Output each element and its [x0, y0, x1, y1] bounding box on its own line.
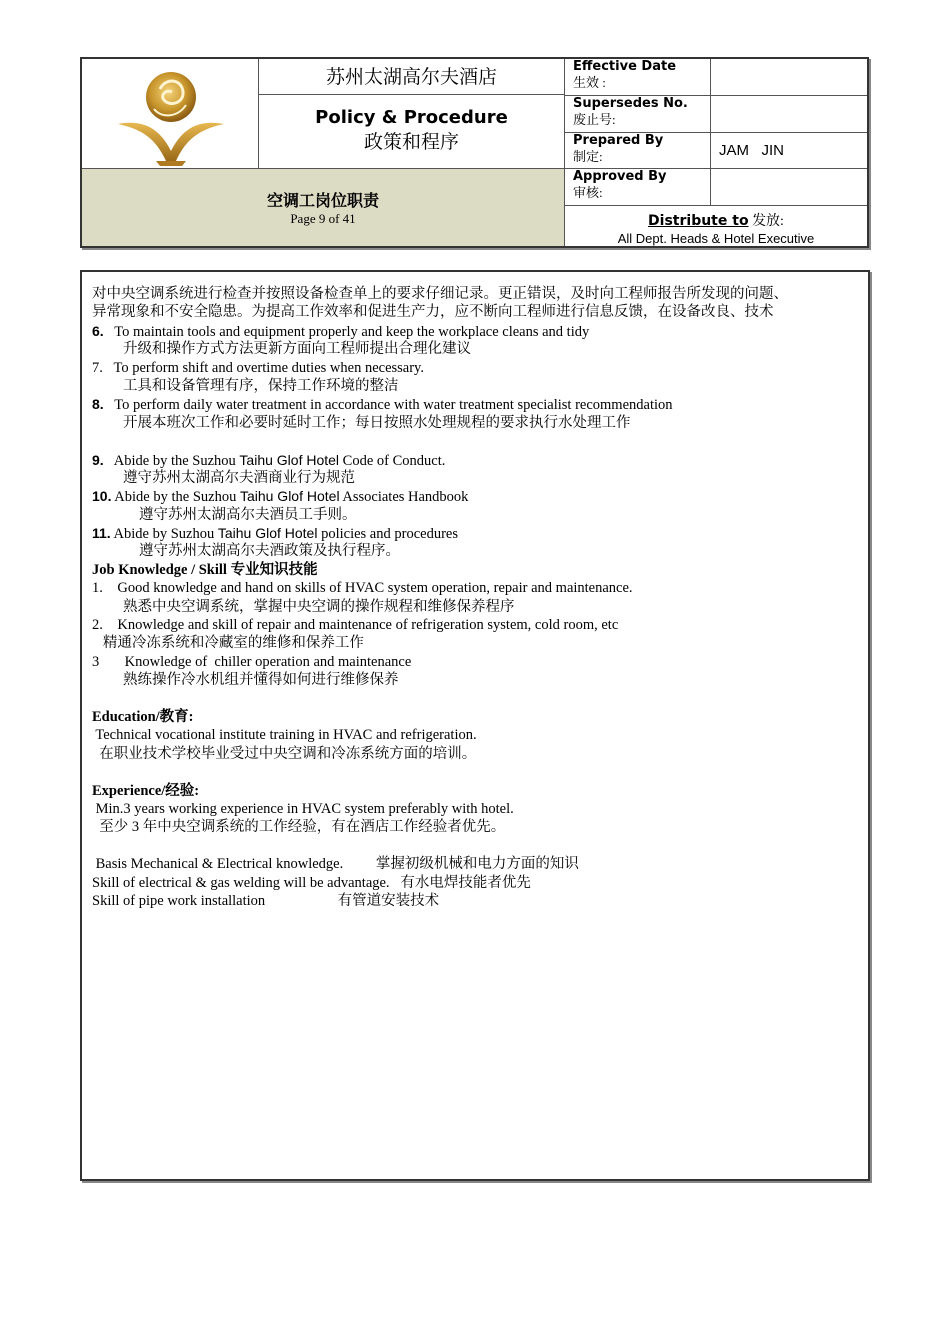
- education-heading: Education/教育:: [92, 708, 194, 725]
- skill-line-2: Skill of electrical & gas welding will be advantage. 有水电焊技能者优先: [92, 874, 531, 891]
- job-knowledge-3: 3 Knowledge of chiller operation and maintenance: [92, 653, 412, 670]
- distribution: [565, 206, 867, 246]
- duty-item-10-cn: 遵守苏州太湖高尔夫酒员工手则。: [139, 506, 357, 523]
- document-header: [80, 57, 869, 248]
- document-title: 空调工岗位职责: [266, 191, 379, 210]
- experience-heading: Experience/经验:: [92, 782, 200, 799]
- duty-item-8: 8. To perform daily water treatment in accordance with water treatment specialist recommendation: [92, 396, 673, 414]
- approved-by-label: Approved By 审核:: [565, 169, 711, 206]
- job-knowledge-3-cn: 熟练操作冷水机组并懂得如何进行维修保养: [123, 672, 399, 689]
- page-number: Page 9 of 41: [290, 211, 356, 226]
- duty-item-10: 10. Abide by the Suzhou Taihu Glof Hotel Associates Handbook: [92, 488, 469, 506]
- experience-cn: 至少 3 年中央空调系统的工作经验，有在酒店工作经验者优先。: [92, 819, 506, 836]
- distribute-value: All Dept. Heads & Hotel Executive: [617, 231, 815, 246]
- policy-title: [259, 95, 565, 169]
- education-en: Technical vocational institute training in HVAC and refrigeration.: [92, 727, 477, 744]
- policy-title-cn: 政策和程序: [363, 131, 459, 153]
- duty-item-6-cn: 升级和操作方式方法更新方面向工程师提出合理化建议: [123, 341, 471, 358]
- duty-item-6: 6. To maintain tools and equipment properly and keep the workplace cleans and tidy: [92, 322, 590, 340]
- duty-item-11: 11. Abide by Suzhou Taihu Glof Hotel policies and procedures: [92, 525, 458, 543]
- policy-title-en: Policy & Procedure: [315, 107, 508, 128]
- duty-item-9-cn: 遵守苏州太湖高尔夫酒商业行为规范: [123, 469, 355, 486]
- duty-item-7-cn: 工具和设备管理有序，保持工作环境的整洁: [123, 377, 399, 394]
- duty-item-11-cn: 遵守苏州太湖高尔夫酒政策及执行程序。: [139, 543, 400, 560]
- prepared-by-label: Prepared By 制定:: [565, 133, 711, 169]
- experience-en: Min.3 years working experience in HVAC system preferably with hotel.: [92, 800, 514, 817]
- effective-date-label: Effective Date 生效 :: [565, 59, 711, 96]
- intro-line-1: 对中央空调系统进行检查并按照设备检查单上的要求仔细记录。更正错误，及时向工程师报告所发现的问题、: [92, 286, 788, 302]
- document-title-band: [82, 169, 565, 246]
- job-knowledge-1: 1. Good knowledge and hand on skills of HVAC system operation, repair and maintenance.: [92, 580, 633, 597]
- duty-item-9: 9. Abide by the Suzhou Taihu Glof Hotel Code of Conduct.: [92, 451, 446, 469]
- duty-item-8-cn: 开展本班次工作和必要时延时工作；每日按照水处理规程的要求执行水处理工作: [123, 414, 631, 431]
- skill-line-3: Skill of pipe work installation 有管道安装技术: [92, 892, 440, 909]
- education-cn: 在职业技术学校毕业受过中央空调和冷冻系统方面的培训。: [92, 745, 477, 762]
- distribute-label: Distribute to: [648, 213, 749, 229]
- hotel-logo: [82, 59, 259, 169]
- job-knowledge-2-cn: 精通冷冻系统和冷藏室的维修和保养工作: [92, 635, 364, 652]
- effective-date-value: [711, 59, 867, 96]
- skill-line-1: Basis Mechanical & Electrical knowledge. 掌握初级机械和电力方面的知识: [92, 856, 579, 873]
- hotel-name: 苏州太湖高尔夫酒店: [259, 59, 565, 95]
- supersedes-value: [711, 96, 867, 133]
- distribute-label-cn: 发放:: [748, 214, 784, 229]
- duty-item-7: 7. To perform shift and overtime duties when necessary.: [92, 359, 424, 376]
- supersedes-label: Supersedes No. 废止号:: [565, 96, 711, 133]
- prepared-by-value: JAM JIN: [711, 133, 867, 169]
- approved-by-value: [711, 169, 867, 206]
- document-body: [80, 270, 870, 1181]
- intro-line-2: 异常现象和不安全隐患。为提高工作效率和促进生产力，应不断向工程师进行信息反馈，在设备改良、技术: [92, 304, 774, 321]
- hotel-logo-icon: [82, 59, 259, 169]
- job-knowledge-2: 2. Knowledge and skill of repair and maintenance of refrigeration system, cold room, etc: [92, 617, 619, 634]
- job-knowledge-1-cn: 熟悉中央空调系统，掌握中央空调的操作规程和维修保养程序: [123, 598, 515, 615]
- job-knowledge-heading: Job Knowledge / Skill 专业知识技能: [92, 561, 318, 578]
